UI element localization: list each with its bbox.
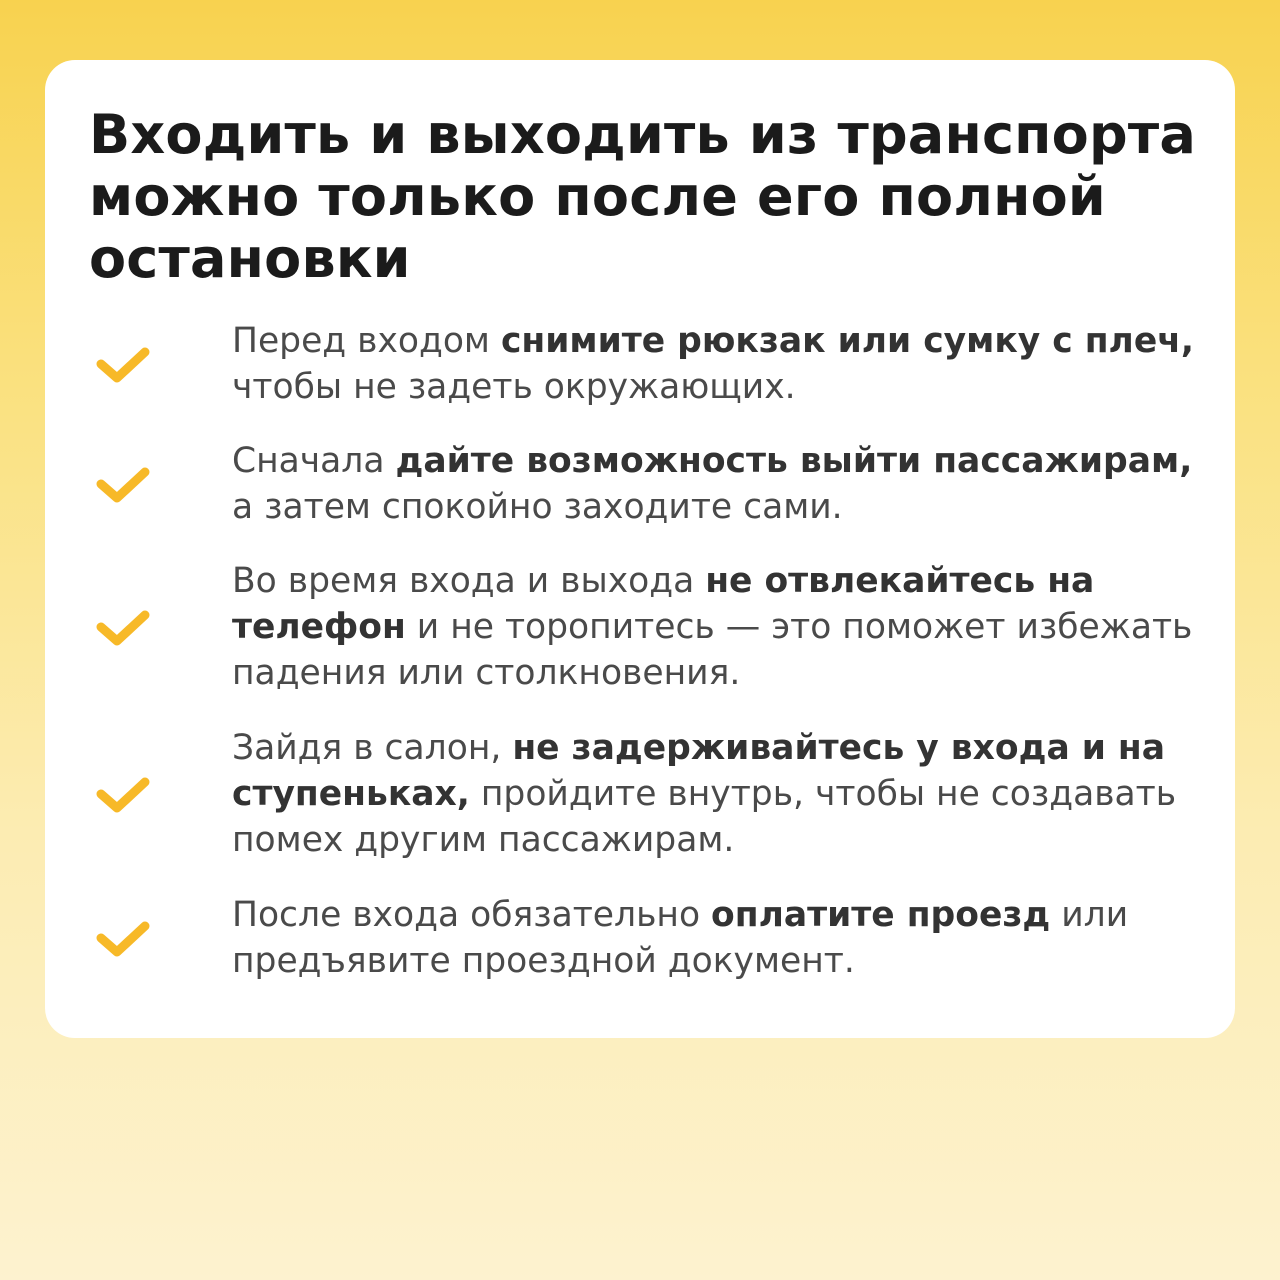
item-text-bold: не задерживайтесь у входа и на ступеньках, [232,728,1166,814]
checkmark-icon [95,776,153,816]
list-item-text [232,892,1222,984]
item-text-regular: Зайдя в салон, [232,728,513,768]
card-title: Входить и выходить из транспорта можно только после его полной остановки [89,103,1196,290]
item-text-bold: дайте возможность выйти пассажирам, [395,441,1193,481]
checkmark-icon [95,346,153,386]
item-text-regular: После входа обязательно [232,895,712,935]
item-text-bold: снимите рюкзак или сумку с плеч, [500,321,1195,361]
checkmark-icon [95,609,153,649]
list-item-text [232,438,1222,530]
item-text-regular: чтобы не задеть окружающих. [232,367,796,407]
checkmark-icon [95,920,153,960]
item-text-regular: и не торопитесь — это поможет избежать падения или столкновения. [232,607,1193,693]
list-item-text [232,558,1222,696]
checkmark-icon [95,466,153,506]
rules-list [45,60,1235,1038]
item-text-regular: пройдите внутрь, чтобы не создавать помех другим пассажирам. [232,774,1177,860]
info-card [45,60,1235,1038]
list-item-text [232,725,1222,863]
item-text-regular: Сначала [232,441,396,481]
item-text-regular: Перед входом [232,321,501,361]
item-text-regular: а затем спокойно заходите сами. [232,487,843,527]
item-text-bold: оплатите проезд [711,895,1051,935]
item-text-regular: Во время входа и выхода [232,561,706,601]
list-item-text [232,318,1222,410]
item-text-regular: или предъявите проездной документ. [232,895,1129,981]
item-text-bold: не отвлекайтесь на телефон [232,561,1095,647]
